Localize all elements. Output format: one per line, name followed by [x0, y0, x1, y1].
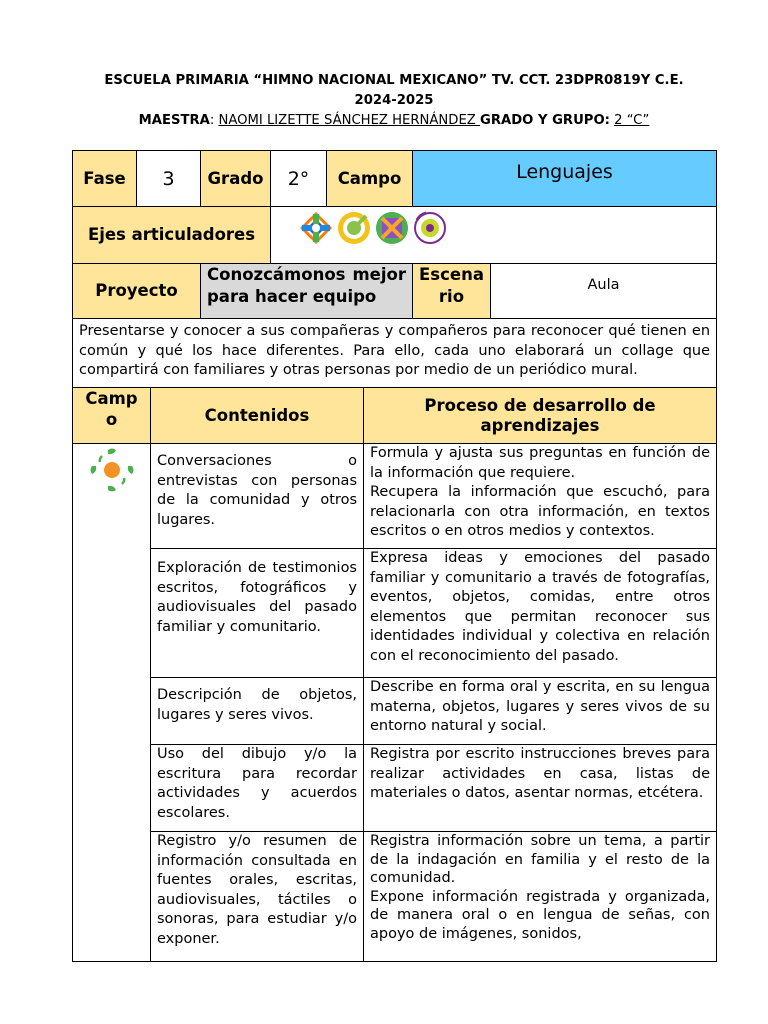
- campo-label: Campo: [327, 151, 413, 207]
- proyecto-label: Proyecto: [73, 264, 201, 319]
- teacher-line: MAESTRA: NAOMI LIZETTE SÁNCHEZ HERNÁNDEZ GRADO Y GRUPO: 2 “C”: [138, 113, 650, 128]
- ejes-label: Ejes articuladores: [73, 207, 271, 264]
- fase-value: 3: [137, 151, 201, 207]
- contenido-1: Conversaciones o entrevistas con personas de la comunidad y otros lugares.: [151, 444, 364, 549]
- inclusion-icon: [298, 210, 334, 246]
- campo-lenguajes-icon: [88, 446, 136, 494]
- equality-icon: [412, 210, 448, 246]
- interculturality-icon: [374, 210, 410, 246]
- document-header: [72, 71, 716, 131]
- ejes-icons: [271, 207, 716, 246]
- campo-icon-cell: [73, 444, 151, 962]
- maestra-label: MAESTRA: [138, 113, 210, 128]
- school-name: ESCUELA PRIMARIA “HIMNO NACIONAL MEXICANO” TV. CCT. 23DPR0819Y C.E.: [104, 73, 684, 88]
- grado-grupo-value: 2 “C”: [614, 113, 650, 128]
- col-proceso-header: Proceso de desarrollo de aprendizajes: [364, 388, 717, 444]
- proceso-1: Formula y ajusta sus preguntas en función de la información que requiere. Recupera la información que escuchó, para relacionarla con otra información, en textos escritos o en otros medios y contextos.: [364, 444, 717, 549]
- proceso-2: Expresa ideas y emociones del pasado familiar y comunitario a través de fotografías, eventos, objetos, comidas, entre otros elementos que permitan reconocer sus identidades individual y colectiva en relación con el reconocimiento del pasado.: [364, 549, 717, 678]
- contenido-4: Uso del dibujo y/o la escritura para recordar actividades y acuerdos escolares.: [151, 745, 364, 832]
- proyecto-value: Conozcámonos mejor para hacer equipo: [201, 264, 413, 319]
- proceso-5: Registra información sobre un tema, a partir de la indagación en familia y el resto de la comunidad. Expone información registrada y organizada, de manera oral o en lengua de señas, con apoyo de imágenes, sonidos,: [364, 832, 717, 962]
- col-contenidos-header: Contenidos: [151, 388, 364, 444]
- campo-value: Lenguajes: [413, 151, 717, 207]
- contenido-5: Registro y/o resumen de información consultada en fuentes orales, escritas, audiovisuales, táctiles o sonoras, para estudiar y/o exponer.: [151, 832, 364, 962]
- critical-thinking-icon: [336, 210, 372, 246]
- escenario-label: Escenario: [413, 264, 491, 319]
- escenario-value: Aula: [491, 264, 717, 319]
- contenido-2: Exploración de testimonios escritos, fotográficos y audiovisuales del pasado familiar y comunitario.: [151, 549, 364, 678]
- project-description: Presentarse y conocer a sus compañeras y compañeros para reconocer qué tienen en común y qué los hace diferentes. Para ello, cada uno elaborará un collage que compartirá con familiares y otras personas por medio de un periódico mural.: [73, 319, 717, 389]
- proceso-3: Describe en forma oral y escrita, en su lengua materna, objetos, lugares y seres vivos de su entorno natural y social.: [364, 678, 717, 745]
- col-campo-header: Campo: [73, 388, 151, 444]
- fase-label: Fase: [73, 151, 137, 207]
- school-year: 2024-2025: [354, 93, 434, 108]
- info-table: [72, 150, 717, 389]
- campo-icon-wrap: [73, 444, 150, 494]
- content-table: [72, 387, 717, 962]
- proceso-4: Registra por escrito instrucciones breves para realizar actividades en casa, listas de materiales o datos, asentar normas, etcétera.: [364, 745, 717, 832]
- grado-grupo-label: GRADO Y GRUPO:: [480, 113, 610, 128]
- grado-value: 2°: [271, 151, 327, 207]
- contenido-3: Descripción de objetos, lugares y seres vivos.: [151, 678, 364, 745]
- ejes-icons-cell: [271, 207, 717, 264]
- maestra-name: NAOMI LIZETTE SÁNCHEZ HERNÁNDEZ: [218, 113, 481, 128]
- grado-label: Grado: [201, 151, 271, 207]
